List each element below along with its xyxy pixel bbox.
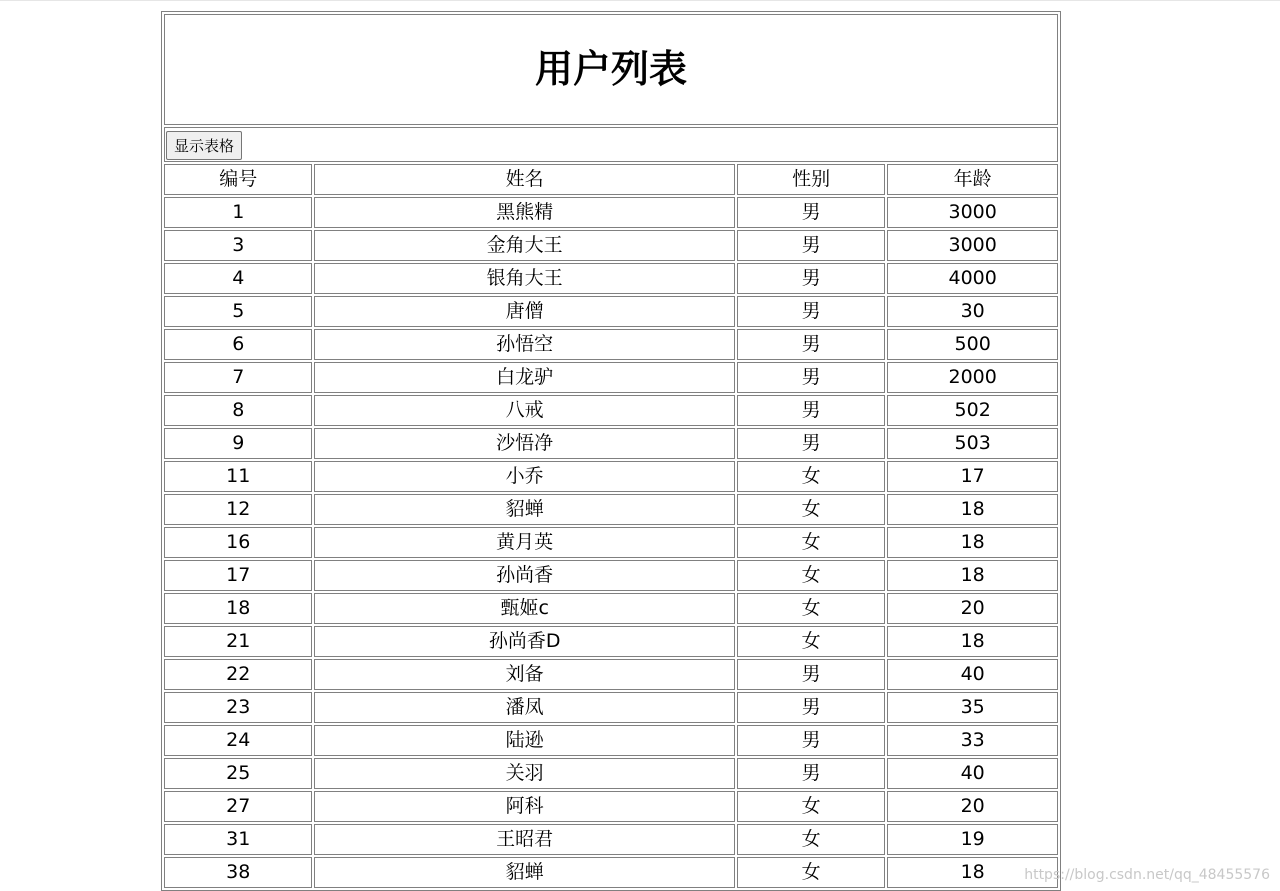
cell-age: 3000	[887, 230, 1058, 261]
cell-gender: 男	[737, 296, 885, 327]
cell-age: 3000	[887, 197, 1058, 228]
table-row	[164, 461, 1058, 492]
title-row	[164, 14, 1058, 125]
cell-id: 38	[164, 857, 312, 888]
cell-age: 40	[887, 659, 1058, 690]
cell-gender: 女	[737, 494, 885, 525]
cell-gender: 女	[737, 461, 885, 492]
cell-name: 孙悟空	[314, 329, 734, 360]
table-row	[164, 758, 1058, 789]
column-header-age: 年龄	[887, 164, 1058, 195]
cell-name: 关羽	[314, 758, 734, 789]
table-row	[164, 296, 1058, 327]
cell-age: 18	[887, 560, 1058, 591]
cell-gender: 男	[737, 758, 885, 789]
cell-gender: 女	[737, 527, 885, 558]
cell-age: 17	[887, 461, 1058, 492]
cell-age: 19	[887, 824, 1058, 855]
cell-id: 18	[164, 593, 312, 624]
cell-age: 502	[887, 395, 1058, 426]
cell-name: 貂蝉	[314, 857, 734, 888]
cell-age: 18	[887, 626, 1058, 657]
table-row	[164, 428, 1058, 459]
watermark: https://blog.csdn.net/qq_48455576	[1024, 867, 1270, 883]
cell-name: 金角大王	[314, 230, 734, 261]
cell-gender: 男	[737, 659, 885, 690]
cell-age: 500	[887, 329, 1058, 360]
cell-name: 甄姬c	[314, 593, 734, 624]
cell-id: 21	[164, 626, 312, 657]
cell-name: 黑熊精	[314, 197, 734, 228]
cell-gender: 男	[737, 362, 885, 393]
cell-name: 刘备	[314, 659, 734, 690]
cell-id: 6	[164, 329, 312, 360]
cell-id: 7	[164, 362, 312, 393]
cell-age: 18	[887, 857, 1058, 888]
table-row	[164, 494, 1058, 525]
table-row	[164, 659, 1058, 690]
table-row	[164, 791, 1058, 822]
cell-gender: 女	[737, 791, 885, 822]
cell-age: 18	[887, 494, 1058, 525]
cell-gender: 男	[737, 428, 885, 459]
cell-name: 阿科	[314, 791, 734, 822]
cell-name: 王昭君	[314, 824, 734, 855]
cell-age: 4000	[887, 263, 1058, 294]
table-row	[164, 197, 1058, 228]
cell-id: 5	[164, 296, 312, 327]
cell-gender: 男	[737, 725, 885, 756]
column-header-name: 姓名	[314, 164, 734, 195]
cell-age: 20	[887, 791, 1058, 822]
browser-top-border	[0, 0, 1280, 1]
user-table	[161, 11, 1061, 891]
table-row	[164, 395, 1058, 426]
cell-gender: 女	[737, 824, 885, 855]
cell-id: 27	[164, 791, 312, 822]
cell-gender: 男	[737, 395, 885, 426]
cell-age: 35	[887, 692, 1058, 723]
table-row	[164, 230, 1058, 261]
cell-gender: 男	[737, 329, 885, 360]
column-header-gender: 性别	[737, 164, 885, 195]
column-header-id: 编号	[164, 164, 312, 195]
cell-age: 2000	[887, 362, 1058, 393]
cell-id: 17	[164, 560, 312, 591]
cell-id: 25	[164, 758, 312, 789]
table-row	[164, 329, 1058, 360]
cell-name: 沙悟净	[314, 428, 734, 459]
table-row	[164, 263, 1058, 294]
table-row	[164, 362, 1058, 393]
cell-name: 唐僧	[314, 296, 734, 327]
cell-age: 40	[887, 758, 1058, 789]
cell-name: 潘凤	[314, 692, 734, 723]
cell-id: 16	[164, 527, 312, 558]
table-row	[164, 560, 1058, 591]
cell-id: 23	[164, 692, 312, 723]
cell-name: 八戒	[314, 395, 734, 426]
header-row	[164, 164, 1058, 195]
cell-age: 18	[887, 527, 1058, 558]
table-row	[164, 725, 1058, 756]
cell-id: 1	[164, 197, 312, 228]
cell-gender: 女	[737, 560, 885, 591]
table-row	[164, 593, 1058, 624]
table-row	[164, 692, 1058, 723]
show-table-button[interactable]: 显示表格	[166, 131, 242, 160]
cell-id: 8	[164, 395, 312, 426]
cell-gender: 男	[737, 197, 885, 228]
cell-id: 11	[164, 461, 312, 492]
cell-id: 9	[164, 428, 312, 459]
cell-name: 陆逊	[314, 725, 734, 756]
cell-gender: 女	[737, 857, 885, 888]
table-row	[164, 857, 1058, 888]
cell-name: 孙尚香D	[314, 626, 734, 657]
cell-gender: 男	[737, 692, 885, 723]
cell-id: 12	[164, 494, 312, 525]
cell-age: 30	[887, 296, 1058, 327]
cell-id: 3	[164, 230, 312, 261]
cell-name: 小乔	[314, 461, 734, 492]
toolbar-cell	[164, 127, 1058, 162]
cell-name: 貂蝉	[314, 494, 734, 525]
table-row	[164, 824, 1058, 855]
toolbar-row	[164, 127, 1058, 162]
cell-name: 孙尚香	[314, 560, 734, 591]
cell-gender: 女	[737, 593, 885, 624]
cell-id: 22	[164, 659, 312, 690]
cell-name: 黄月英	[314, 527, 734, 558]
cell-age: 20	[887, 593, 1058, 624]
table-body	[164, 14, 1058, 888]
cell-id: 24	[164, 725, 312, 756]
cell-gender: 女	[737, 626, 885, 657]
cell-id: 4	[164, 263, 312, 294]
cell-name: 白龙驴	[314, 362, 734, 393]
cell-age: 503	[887, 428, 1058, 459]
cell-gender: 男	[737, 230, 885, 261]
page-title: 用户列表	[534, 47, 687, 91]
table-row	[164, 527, 1058, 558]
title-cell	[164, 14, 1058, 125]
cell-age: 33	[887, 725, 1058, 756]
cell-id: 31	[164, 824, 312, 855]
cell-gender: 男	[737, 263, 885, 294]
table-row	[164, 626, 1058, 657]
cell-name: 银角大王	[314, 263, 734, 294]
